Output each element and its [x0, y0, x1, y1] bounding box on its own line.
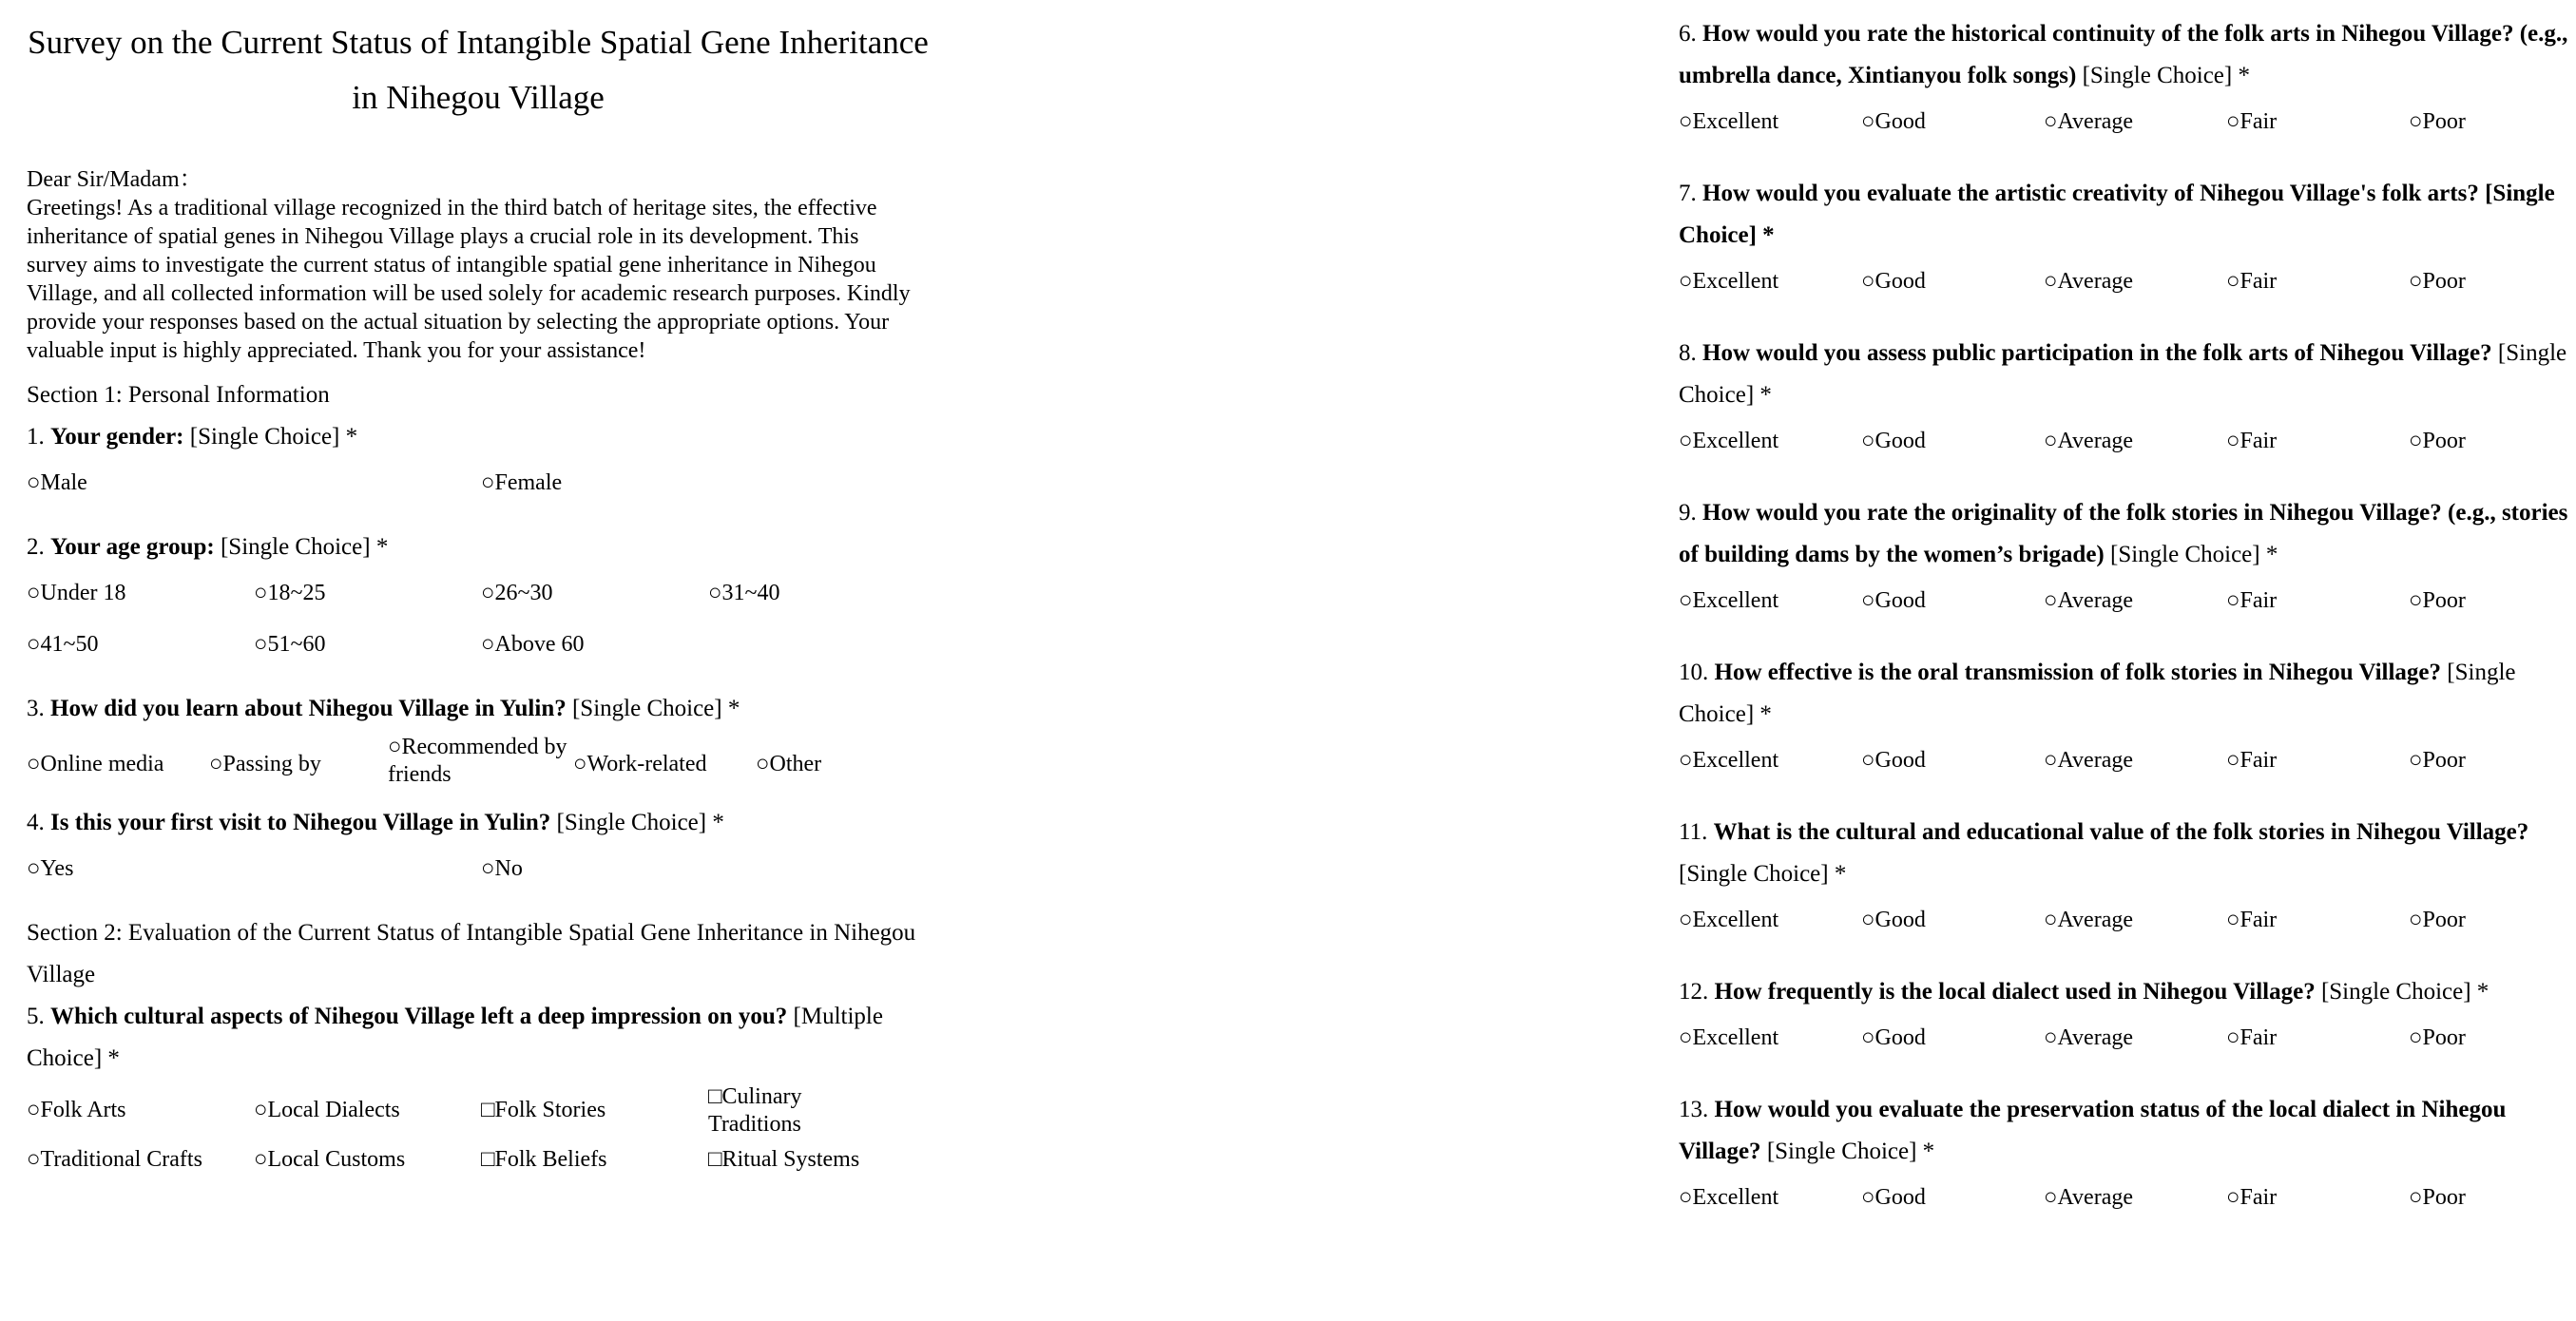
- option-other-radio[interactable]: ○Other: [756, 752, 822, 776]
- option-31-40-radio[interactable]: ○31~40: [708, 581, 780, 605]
- survey-title: Survey on the Current Status of Intangible Spatial Gene Inheritance in Nihegou Village: [28, 24, 929, 116]
- question-3-text: How did you learn about Nihegou Village in Yulin?: [50, 696, 567, 721]
- rating-good-radio[interactable]: ○Good: [1861, 1185, 1926, 1210]
- question-1-tag: [Single Choice] *: [189, 424, 358, 450]
- question-13-options: [1679, 1173, 2576, 1220]
- question-11-options: [1679, 895, 2576, 943]
- question-1-text: Your gender:: [50, 424, 184, 450]
- section-1-heading: Section 1: Personal Information: [27, 382, 330, 408]
- rating-fair-radio[interactable]: ○Fair: [2226, 109, 2278, 134]
- rating-poor-radio[interactable]: ○Poor: [2409, 269, 2466, 294]
- question-8-options: [1679, 416, 2576, 464]
- option-26-30-radio[interactable]: ○26~30: [481, 581, 553, 605]
- rating-average-radio[interactable]: ○Average: [2044, 588, 2133, 613]
- question-12: 12. How frequently is the local dialect used in Nihegou Village? [Single Choice] *: [1679, 979, 2489, 1005]
- question-9-tag: [Single Choice] *: [2110, 542, 2278, 567]
- rating-average-radio[interactable]: ○Average: [2044, 429, 2133, 453]
- question-8-tag: [Single Choice] *: [1679, 340, 2567, 408]
- rating-good-radio[interactable]: ○Good: [1861, 748, 1926, 773]
- rating-good-radio[interactable]: ○Good: [1861, 1025, 1926, 1050]
- rating-good-radio[interactable]: ○Good: [1861, 109, 1926, 134]
- question-2-options-row-1: [27, 568, 920, 620]
- rating-excellent-radio[interactable]: ○Excellent: [1679, 908, 1779, 932]
- question-3-tag: [Single Choice] *: [571, 696, 740, 721]
- option-local-dialects-radio[interactable]: ○Local Dialects: [254, 1098, 400, 1122]
- question-5-options-row-1: [27, 1080, 920, 1135]
- rating-poor-radio[interactable]: ○Poor: [2409, 908, 2466, 932]
- rating-poor-radio[interactable]: ○Poor: [2409, 429, 2466, 453]
- rating-fair-radio[interactable]: ○Fair: [2226, 269, 2278, 294]
- question-1-options: [27, 458, 920, 506]
- question-8-text: How would you assess public participation in the folk arts of Nihegou Village?: [1702, 340, 2492, 366]
- section-2-heading: Section 2: Evaluation of the Current Status of Intangible Spatial Gene Inheritance in Nihegou Village: [27, 920, 916, 987]
- question-6: 6. How would you rate the historical continuity of the folk arts in Nihegou Village? (e.g., umbrella dance, Xintianyou folk songs) [Single Choice] *: [1679, 21, 2568, 88]
- option-male-radio[interactable]: ○Male: [27, 470, 87, 495]
- question-11-text: What is the cultural and educational value of the folk stories in Nihegou Village?: [1713, 819, 2529, 845]
- rating-fair-radio[interactable]: ○Fair: [2226, 588, 2278, 613]
- option-yes-radio[interactable]: ○Yes: [27, 856, 74, 881]
- question-5-text: Which cultural aspects of Nihegou Village left a deep impression on you?: [50, 1004, 788, 1029]
- question-6-tag: [Single Choice] *: [2082, 63, 2250, 88]
- rating-poor-radio[interactable]: ○Poor: [2409, 109, 2466, 134]
- option-passing-by-radio[interactable]: ○Passing by: [209, 752, 321, 776]
- option-under-18-radio[interactable]: ○Under 18: [27, 581, 126, 605]
- question-9-options: [1679, 576, 2576, 623]
- question-7: 7. How would you evaluate the artistic creativity of Nihegou Village's folk arts? [Single Choice] *: [1679, 181, 2555, 248]
- rating-poor-radio[interactable]: ○Poor: [2409, 1025, 2466, 1050]
- rating-poor-radio[interactable]: ○Poor: [2409, 1185, 2466, 1210]
- rating-good-radio[interactable]: ○Good: [1861, 588, 1926, 613]
- rating-poor-radio[interactable]: ○Poor: [2409, 588, 2466, 613]
- rating-good-radio[interactable]: ○Good: [1861, 269, 1926, 294]
- rating-average-radio[interactable]: ○Average: [2044, 908, 2133, 932]
- option-recommended-radio[interactable]: ○Recommended by friends: [388, 735, 567, 787]
- rating-average-radio[interactable]: ○Average: [2044, 1185, 2133, 1210]
- question-9-text: How would you rate the originality of the folk stories in Nihegou Village? (e.g., stories of building dams by the women’s brigade): [1679, 500, 2568, 567]
- option-traditional-crafts-radio[interactable]: ○Traditional Crafts: [27, 1147, 202, 1172]
- question-5: 5. Which cultural aspects of Nihegou Village left a deep impression on you? [Multiple Choice] *: [27, 1004, 883, 1071]
- question-4-text: Is this your first visit to Nihegou Village in Yulin?: [50, 810, 551, 835]
- question-13-tag: [Single Choice] *: [1766, 1139, 1935, 1164]
- salutation: Dear Sir/Madam：: [27, 167, 202, 192]
- question-13-text: How would you evaluate the preservation status of the local dialect in Nihegou Village?: [1679, 1097, 2507, 1164]
- rating-fair-radio[interactable]: ○Fair: [2226, 748, 2278, 773]
- question-4-tag: [Single Choice] *: [556, 810, 724, 835]
- question-8: 8. How would you assess public participation in the folk arts of Nihegou Village? [Single Choice] *: [1679, 340, 2567, 408]
- rating-excellent-radio[interactable]: ○Excellent: [1679, 269, 1779, 294]
- rating-poor-radio[interactable]: ○Poor: [2409, 748, 2466, 773]
- option-local-customs-radio[interactable]: ○Local Customs: [254, 1147, 406, 1172]
- question-6-options: [1679, 97, 2576, 144]
- question-12-text: How frequently is the local dialect used in Nihegou Village?: [1714, 979, 2316, 1005]
- question-11-tag: [Single Choice] *: [1679, 861, 1847, 887]
- question-5-tag: [Multiple Choice] *: [27, 1004, 883, 1071]
- option-folk-stories-checkbox[interactable]: □Folk Stories: [481, 1098, 606, 1122]
- rating-excellent-radio[interactable]: ○Excellent: [1679, 429, 1779, 453]
- question-5-options-row-2: [27, 1135, 920, 1182]
- survey-right-column: [1679, 0, 2576, 1220]
- question-3-options: [27, 730, 920, 791]
- rating-excellent-radio[interactable]: ○Excellent: [1679, 1025, 1779, 1050]
- question-6-text: How would you rate the historical continuity of the folk arts in Nihegou Village? (e.g., umbrella dance, Xintianyou folk songs): [1679, 21, 2568, 88]
- intro-block: [27, 165, 920, 365]
- rating-average-radio[interactable]: ○Average: [2044, 1025, 2133, 1050]
- question-13: 13. How would you evaluate the preservation status of the local dialect in Nihegou Village? [Single Choice] *: [1679, 1097, 2507, 1164]
- rating-good-radio[interactable]: ○Good: [1861, 429, 1926, 453]
- question-4: 4. Is this your first visit to Nihegou Village in Yulin? [Single Choice] *: [27, 810, 724, 835]
- question-12-options: [1679, 1013, 2576, 1061]
- rating-average-radio[interactable]: ○Average: [2044, 748, 2133, 773]
- option-folk-beliefs-checkbox[interactable]: □Folk Beliefs: [481, 1147, 607, 1172]
- question-3: 3. How did you learn about Nihegou Village in Yulin? [Single Choice] *: [27, 696, 740, 721]
- option-female-radio[interactable]: ○Female: [481, 470, 563, 495]
- survey-left-column: [27, 0, 929, 1182]
- question-10-tag: [Single Choice] *: [1679, 660, 2516, 727]
- rating-average-radio[interactable]: ○Average: [2044, 109, 2133, 134]
- option-online-media-radio[interactable]: ○Online media: [27, 752, 164, 776]
- option-work-related-radio[interactable]: ○Work-related: [573, 752, 707, 776]
- question-9: 9. How would you rate the originality of the folk stories in Nihegou Village? (e.g., stories of building dams by the women’s brigade) [Single Choice] *: [1679, 500, 2568, 567]
- question-7-text: How would you evaluate the artistic creativity of Nihegou Village's folk arts? [Single Choice] *: [1679, 181, 2555, 248]
- rating-fair-radio[interactable]: ○Fair: [2226, 1185, 2278, 1210]
- question-2: 2. Your age group: [Single Choice] *: [27, 534, 389, 560]
- rating-excellent-radio[interactable]: ○Excellent: [1679, 1185, 1779, 1210]
- question-10-text: How effective is the oral transmission of folk stories in Nihegou Village?: [1714, 660, 2442, 685]
- question-12-tag: [Single Choice] *: [2320, 979, 2489, 1005]
- option-51-60-radio[interactable]: ○51~60: [254, 632, 326, 657]
- rating-excellent-radio[interactable]: ○Excellent: [1679, 748, 1779, 773]
- rating-average-radio[interactable]: ○Average: [2044, 269, 2133, 294]
- option-41-50-radio[interactable]: ○41~50: [27, 632, 99, 657]
- question-2-tag: [Single Choice] *: [220, 534, 389, 560]
- question-11: 11. What is the cultural and educational value of the folk stories in Nihegou Village? [Single Choice] *: [1679, 819, 2529, 887]
- option-ritual-systems-checkbox[interactable]: □Ritual Systems: [708, 1147, 860, 1172]
- option-above-60-radio[interactable]: ○Above 60: [481, 632, 585, 657]
- option-18-25-radio[interactable]: ○18~25: [254, 581, 326, 605]
- question-1: 1. Your gender: [Single Choice] *: [27, 424, 358, 450]
- rating-good-radio[interactable]: ○Good: [1861, 908, 1926, 932]
- rating-fair-radio[interactable]: ○Fair: [2226, 908, 2278, 932]
- question-10-options: [1679, 736, 2576, 783]
- option-culinary-traditions-checkbox[interactable]: □Culinary Traditions: [708, 1084, 802, 1137]
- question-2-text: Your age group:: [50, 534, 215, 560]
- option-no-radio[interactable]: ○No: [481, 856, 523, 881]
- rating-excellent-radio[interactable]: ○Excellent: [1679, 109, 1779, 134]
- question-2-options-row-2: [27, 620, 920, 667]
- option-folk-arts-radio[interactable]: ○Folk Arts: [27, 1098, 126, 1122]
- question-4-options: [27, 844, 920, 891]
- intro-text: Greetings! As a traditional village recognized in the third batch of heritage sites, the effective inheritance of spatial genes in Nihegou Village plays a crucial role in its development. This survey aims to investigate the current status of intangible spatial gene inheritance in Nihegou Village, and all collected information will be used solely for academic research purposes. Kindly provide your responses based on the actual situation by selecting the appropriate options. Your valuable input is highly appreciated. Thank you for your assistance!: [27, 196, 911, 363]
- question-7-options: [1679, 257, 2576, 304]
- rating-fair-radio[interactable]: ○Fair: [2226, 429, 2278, 453]
- rating-fair-radio[interactable]: ○Fair: [2226, 1025, 2278, 1050]
- question-10: 10. How effective is the oral transmission of folk stories in Nihegou Village? [Single Choice] *: [1679, 660, 2516, 727]
- rating-excellent-radio[interactable]: ○Excellent: [1679, 588, 1779, 613]
